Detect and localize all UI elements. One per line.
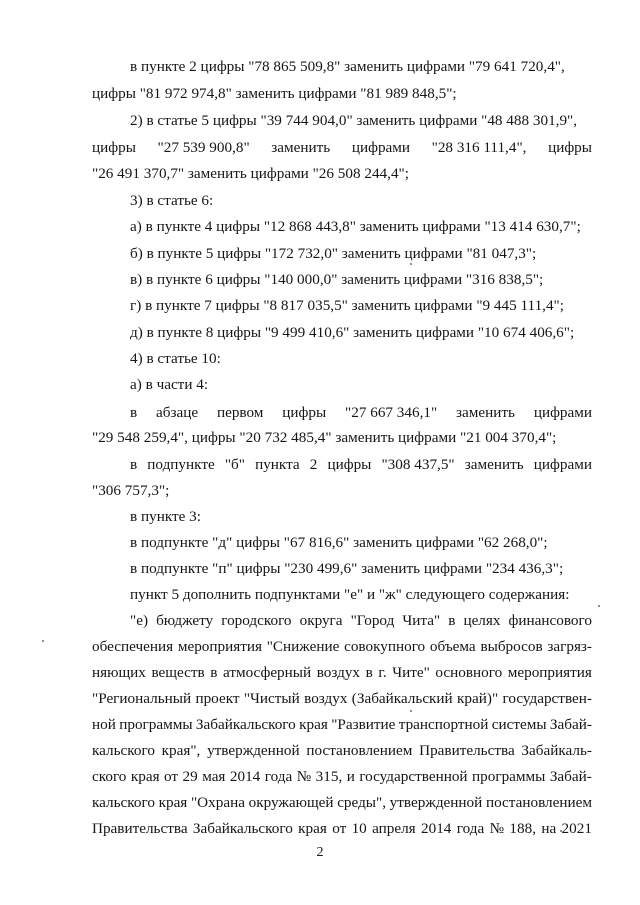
word: 2021 [561,820,592,837]
text-line: 2) в статье 5 цифры "39 744 904,0" заменить цифрами "48 488 301,9", [130,112,578,129]
word: совокупного [344,638,426,655]
scan-speck [410,263,412,265]
word: утвержденной [389,794,483,811]
word: цифры [92,139,136,156]
word: окружающей [248,794,334,811]
text-line: б) в пункте 5 цифры "172 732,0" заменить цифрами "81 047,3"; [130,245,537,262]
word: объема [429,638,476,655]
word: транспортной [398,716,489,733]
word: кальского [92,742,155,759]
text-line: г) в пункте 7 цифры "8 817 035,5" заменить цифрами "9 445 111,4"; [130,297,564,314]
text-line: 4) в статье 10: [130,350,221,367]
word: программы [119,716,193,733]
word: края", [161,742,201,759]
justified-line [92,716,592,734]
word: няющих [92,664,146,681]
text-line: "306 757,3"; [92,482,170,499]
word: мая [202,768,226,785]
word: в [130,404,138,421]
justified-line [92,638,592,656]
scan-speck [410,710,412,712]
word: загряз- [547,638,592,655]
word: Забайкаль- [521,742,592,759]
word: "б" [224,456,245,473]
word: апреля [372,820,416,837]
text-line: "29 548 259,4", цифры "20 732 485,4" заменить цифрами "21 004 370,4"; [92,429,557,446]
word: округа [299,612,343,629]
word: утвержденной [207,742,300,759]
word: "308 437,5" [381,456,455,473]
word: постановлением [306,742,413,759]
word: в [130,456,138,473]
word: цифры [548,139,592,156]
word: абзаце [156,404,199,421]
word: государственной [359,768,468,785]
justified-line [130,612,592,630]
page-number: 2 [316,845,324,860]
word: выбросов [480,638,543,655]
word: "Охрана [190,794,245,811]
text-line: в) в пункте 6 цифры "140 000,0" заменить цифрами "316 838,5"; [130,271,544,288]
text-line: в пункте 3: [130,508,201,525]
word: 2 [309,456,318,473]
word: "Чистый [243,690,300,707]
word: бюджету [156,612,214,629]
text-line: пункт 5 дополнить подпунктами "е" и "ж" следующего содержания: [130,586,570,603]
word: программы [472,768,546,785]
text-line: а) в части 4: [130,376,209,393]
word: 29 [182,768,198,785]
word: цифрами [533,404,592,421]
word: цифрами [351,139,411,156]
text-line: а) в пункте 4 цифры "12 868 443,8" заменить цифрами "13 414 630,7"; [130,218,581,235]
word: Правительства [92,820,188,837]
word: заменить [456,404,515,421]
word: "Развитие [331,716,396,733]
scan-speck [598,605,600,607]
word: года [264,768,293,785]
word: городского [221,612,292,629]
scan-speck [42,640,44,642]
justified-line [92,820,592,838]
word: Правительства [419,742,515,759]
word: финансового [508,612,592,629]
text-line: в пункте 2 цифры "78 865 509,8" заменить цифрами "79 641 720,4", [130,58,565,75]
justified-line [92,139,592,157]
word: от [164,768,179,785]
word: 10 [351,820,367,837]
word: среды", [337,794,386,811]
word: (Забайкальский [351,690,453,707]
word: 2014 [421,820,452,837]
word: в [448,612,456,629]
word: на [541,820,557,837]
word: года [456,820,485,837]
word: 2014 [229,768,261,785]
word: "27 667 346,1" [345,404,438,421]
word: "Снижение [266,638,340,655]
word: ского [92,768,127,785]
word: первом [216,404,264,421]
justified-line [92,742,592,760]
word: атмосферный [222,664,312,681]
word: ной [92,716,116,733]
word: Забайкальского [192,820,293,837]
word: № [489,820,505,837]
text-line: цифры "81 972 974,8" заменить цифрами "81 989 848,5"; [92,85,457,102]
word: 315, [315,768,343,785]
word: край)" [457,690,499,707]
word: мероприятия [507,664,592,681]
justified-line [130,404,592,422]
word: 188, [509,820,536,837]
word: постановлением [485,794,592,811]
word: от [332,820,347,837]
word: обеспечения [92,638,174,655]
word: системы [491,716,547,733]
word: края [158,794,188,811]
word: края [298,820,327,837]
word: "е) [130,612,148,629]
word: проект [195,690,240,707]
justified-line [92,690,592,708]
word: Забайкальского [195,716,296,733]
word: основного [435,664,503,681]
word: Чита" [402,612,441,629]
word: кальского [92,794,155,811]
word: Забай- [549,716,592,733]
word: цифрами [533,456,592,473]
word: воздух [316,664,361,681]
word: № [296,768,312,785]
text-line: "26 491 370,7" заменить цифрами "26 508 244,4"; [92,165,409,182]
word: заменить [464,456,524,473]
word: в [210,664,218,681]
text-line: в подпункте "д" цифры "67 816,6" заменить цифрами "62 268,0"; [130,534,548,551]
word: Забай- [549,768,592,785]
word: цифры [327,456,372,473]
word: края [130,768,160,785]
word: "Региональный [92,690,192,707]
justified-line [92,768,592,786]
word: цифры [282,404,327,421]
word: в [365,664,373,681]
justified-line [92,794,592,812]
word: "27 539 900,8" [157,139,250,156]
word: пункта [255,456,300,473]
word: и [346,768,355,785]
word: веществ [151,664,205,681]
word: края [299,716,328,733]
word: "28 316 111,4", [431,139,527,156]
word: Чите" [392,664,430,681]
word: "Город [350,612,395,629]
word: государствен- [502,690,592,707]
scan-speck [560,830,562,832]
text-line: д) в пункте 8 цифры "9 499 410,6" заменить цифрами "10 674 406,6"; [130,324,575,341]
justified-line [130,456,592,474]
justified-line [92,664,592,682]
word: заменить [271,139,331,156]
word: г. [378,664,387,681]
text-line: 3) в статье 6: [130,192,214,209]
word: подпункте [147,456,215,473]
word: целях [463,612,501,629]
word: мероприятия [177,638,262,655]
word: воздух [304,690,348,707]
text-line: в подпункте "п" цифры "230 499,6" заменить цифрами "234 436,3"; [130,560,564,577]
